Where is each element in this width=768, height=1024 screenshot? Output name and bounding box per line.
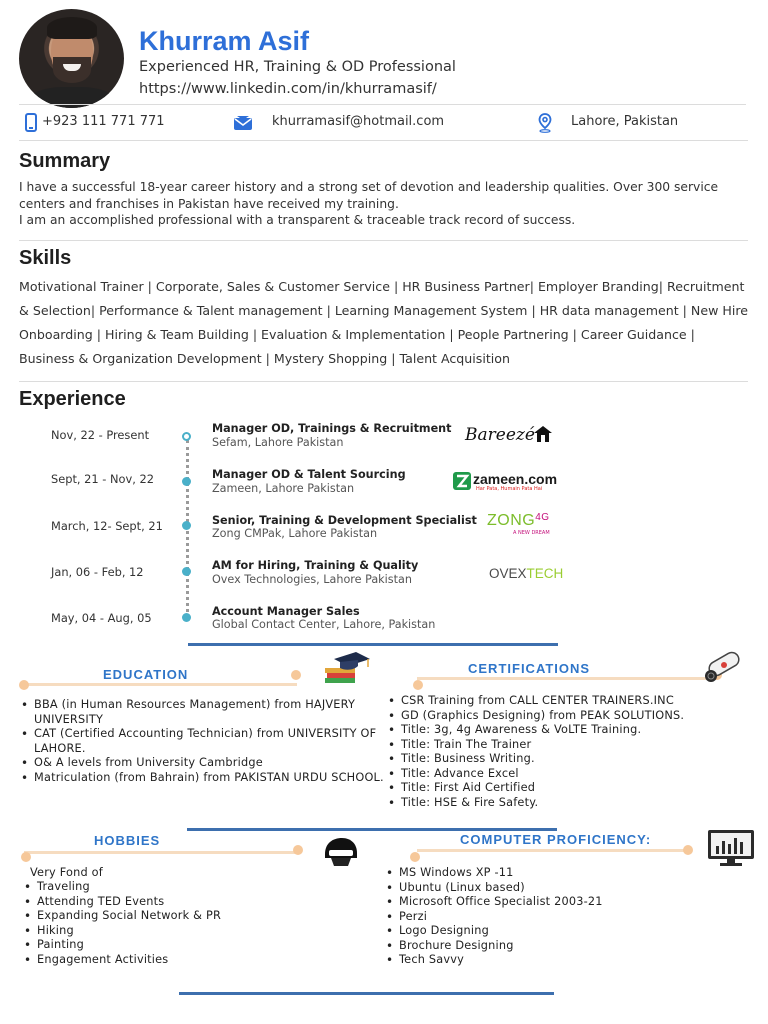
ovex-logo	[489, 566, 563, 581]
computer-skill-item: • Tech Savvy	[384, 953, 714, 968]
certification-item: • Title: Advance Excel	[386, 767, 746, 782]
experience-heading: Experience	[19, 388, 126, 410]
phone-icon	[25, 113, 37, 132]
computer-skill-item: • Perzi	[384, 910, 714, 925]
education-item: • CAT (Certified Accounting Technician) from UNIVERSITY OF LAHORE.	[19, 727, 384, 756]
section-divider-bar	[179, 992, 554, 995]
banner-dot	[19, 680, 29, 690]
helmet-icon	[322, 836, 360, 868]
timeline-dot	[182, 432, 191, 441]
hobby-item: • Engagement Activities	[22, 953, 322, 968]
bareeze-logo: Bareezé	[465, 425, 535, 445]
zong-logo-text: ZONG	[487, 512, 536, 529]
timeline-dot	[182, 477, 191, 486]
computer-skill-item: • MS Windows XP -11	[384, 866, 714, 881]
summary-text	[19, 179, 754, 229]
banner-line	[417, 849, 691, 852]
hobby-item: • Expanding Social Network & PR	[22, 909, 322, 924]
banner-line	[24, 683, 297, 686]
summary-line-1: I have a successful 18-year career history and a strong set of devotion and leadership qualities. Over 300 service centers and franchises in Pakistan have received my training.	[19, 180, 719, 211]
experience-date: March, 12- Sept, 21	[51, 519, 163, 533]
computer-skill-item: • Microsoft Office Specialist 2003-21	[384, 895, 714, 910]
experience-company: Global Contact Center, Lahore, Pakistan	[212, 618, 436, 631]
hobbies-list	[22, 880, 322, 967]
map-pin-icon	[538, 113, 552, 133]
monitor-chart-icon	[707, 829, 755, 867]
experience-role: Manager OD, Trainings & Recruitment	[212, 422, 452, 435]
certification-item: • Title: Train The Trainer	[386, 738, 746, 753]
certification-item: • Title: First Aid Certified	[386, 781, 746, 796]
experience-role: Account Manager Sales	[212, 605, 360, 618]
banner-line	[417, 677, 717, 680]
ovex-logo-suffix: TECH	[526, 566, 564, 581]
section-divider-bar	[188, 643, 558, 646]
certification-item: • Title: Business Writing.	[386, 752, 746, 767]
zameen-logo: zameen.com	[473, 471, 558, 487]
bareeze-logo-mark	[533, 425, 553, 443]
phone-number[interactable]: +923 111 771 771	[42, 114, 165, 129]
timeline-dot	[182, 613, 191, 622]
hobby-item: • Hiking	[22, 924, 322, 939]
summary-heading: Summary	[19, 150, 111, 172]
computer-proficiency-heading: COMPUTER PROFICIENCY:	[460, 832, 652, 847]
timeline-dot	[182, 567, 191, 576]
divider	[19, 140, 748, 141]
experience-date: Jan, 06 - Feb, 12	[51, 565, 144, 579]
certifications-list	[386, 694, 746, 810]
computer-skill-item: • Brochure Designing	[384, 939, 714, 954]
summary-line-2: I am an accomplished professional with a transparent & traceable track record of success.	[19, 213, 576, 227]
experience-date: May, 04 - Aug, 05	[51, 611, 152, 625]
education-item: • Matriculation (from Bahrain) from PAKISTAN URDU SCHOOL.	[19, 771, 384, 786]
education-item: • BBA (in Human Resources Management) from HAJVERY UNIVERSITY	[19, 698, 384, 727]
hobbies-intro: Very Fond of	[30, 866, 103, 879]
skills-text: Motivational Trainer | Corporate, Sales & Customer Service | HR Business Partner| Employer Branding| Recruitment & Selection| Performance & Talent management | Learning Management System | HR data management | New Hire Onboarding | Hiring & Team Building | Evaluation & Implementation | People Partnering | Career Guidance | Business & Organization Development | Mystery Shopping | Talent Acquisition	[19, 279, 748, 366]
linkedin-link[interactable]: https://www.linkedin.com/in/khurramasif/	[139, 81, 437, 97]
hobby-item: • Attending TED Events	[22, 895, 322, 910]
banner-dot	[291, 670, 301, 680]
certification-item: • GD (Graphics Designing) from PEAK SOLUTIONS.	[386, 709, 746, 724]
zameen-logo-mark	[453, 472, 471, 490]
profile-photo	[19, 9, 124, 108]
email-address[interactable]: khurramasif@hotmail.com	[272, 114, 445, 129]
certification-item: • Title: 3g, 4g Awareness & VoLTE Training.	[386, 723, 746, 738]
experience-company: Zameen, Lahore Pakistan	[212, 482, 355, 495]
experience-role: AM for Hiring, Training & Quality	[212, 559, 419, 572]
envelope-icon	[234, 116, 252, 130]
certifications-heading: CERTIFICATIONS	[468, 661, 591, 676]
zong-logo-suffix: 4G	[535, 512, 550, 523]
experience-company: Ovex Technologies, Lahore Pakistan	[212, 573, 412, 586]
computer-skill-item: • Logo Designing	[384, 924, 714, 939]
location: Lahore, Pakistan	[571, 114, 679, 129]
experience-company: Sefam, Lahore Pakistan	[212, 436, 344, 449]
computer-skill-item: • Ubuntu (Linux based)	[384, 881, 714, 896]
experience-company: Zong CMPak, Lahore Pakistan	[212, 527, 378, 540]
divider	[19, 104, 746, 105]
banner-line	[24, 851, 299, 854]
certification-item: • CSR Training from CALL CENTER TRAINERS.INC	[386, 694, 746, 709]
zong-logo	[487, 512, 550, 530]
computer-proficiency-list	[384, 866, 714, 968]
zong-tagline: A NEW DREAM	[513, 530, 550, 536]
books-graduation-cap-icon	[322, 650, 372, 684]
hobby-item: • Painting	[22, 938, 322, 953]
experience-date: Nov, 22 - Present	[51, 428, 150, 442]
divider	[19, 381, 748, 382]
zameen-tagline: Har Pata, Humain Pata Hai	[476, 486, 543, 492]
education-item: • O& A levels from University Cambridge	[19, 756, 384, 771]
certification-item: • Title: HSE & Fire Safety.	[386, 796, 746, 811]
experience-role: Senior, Training & Development Specialist	[212, 514, 477, 527]
experience-role: Manager OD & Talent Sourcing	[212, 468, 406, 481]
education-heading: EDUCATION	[103, 667, 189, 682]
hobby-item: • Traveling	[22, 880, 322, 895]
candidate-name: Khurram Asif	[139, 26, 310, 56]
timeline-dot	[182, 521, 191, 530]
education-list	[19, 698, 384, 785]
hobbies-heading: HOBBIES	[94, 833, 161, 848]
banner-dot	[410, 852, 420, 862]
section-divider-bar	[187, 828, 557, 831]
diploma-scroll-icon	[702, 649, 746, 685]
banner-dot	[683, 845, 693, 855]
banner-dot	[21, 852, 31, 862]
professional-title: Experienced HR, Training & OD Professional	[139, 59, 456, 75]
ovex-logo-text: OVEX	[489, 566, 527, 581]
experience-date: Sept, 21 - Nov, 22	[51, 472, 154, 486]
banner-dot	[293, 845, 303, 855]
divider	[19, 240, 748, 241]
skills-heading: Skills	[19, 247, 72, 269]
banner-dot	[413, 680, 423, 690]
